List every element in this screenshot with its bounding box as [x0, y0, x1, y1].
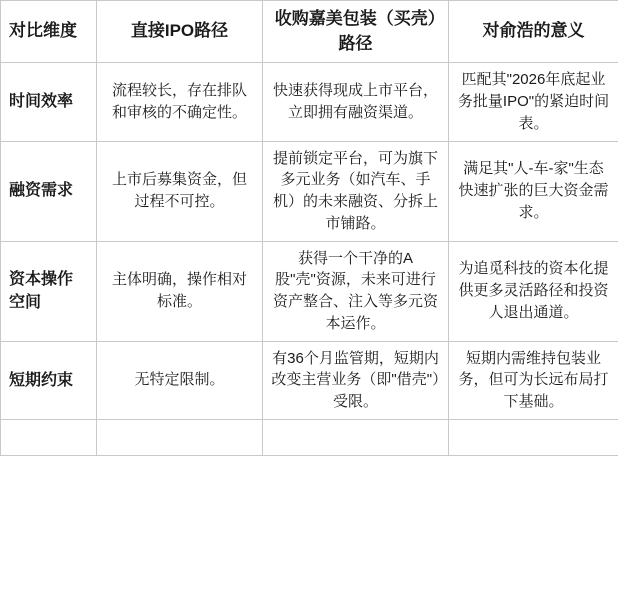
row-label-financing-need: 融资需求 — [1, 141, 97, 241]
column-header-significance: 对俞浩的意义 — [449, 1, 618, 63]
table-row — [1, 341, 618, 419]
cell-capital-shell: 获得一个干净的A股"壳"资源，未来可进行资产整合、注入等多元资本运作。 — [263, 241, 449, 341]
cell-constraint-significance: 短期内需维持包装业务，但可为长远布局打下基础。 — [449, 341, 618, 419]
cell-capital-ipo: 主体明确，操作相对标准。 — [97, 241, 263, 341]
table-header — [1, 1, 618, 63]
cell-partial-0 — [1, 419, 97, 455]
table-row — [1, 141, 618, 241]
column-header-ipo-path: 直接IPO路径 — [97, 1, 263, 63]
column-header-dimension: 对比维度 — [1, 1, 97, 63]
column-header-shell-path: 收购嘉美包装（买壳）路径 — [263, 1, 449, 63]
table-row — [1, 241, 618, 341]
cell-partial-3 — [449, 419, 618, 455]
cell-financing-significance: 满足其"人-车-家"生态快速扩张的巨大资金需求。 — [449, 141, 618, 241]
cell-constraint-shell: 有36个月监管期，短期内改变主营业务（即"借壳"）受限。 — [263, 341, 449, 419]
row-label-capital-operation: 资本操作空间 — [1, 241, 97, 341]
table-body — [1, 63, 618, 456]
row-label-time-efficiency: 时间效率 — [1, 63, 97, 141]
cell-constraint-ipo: 无特定限制。 — [97, 341, 263, 419]
cell-financing-shell: 提前锁定平台，可为旗下多元业务（如汽车、手机）的未来融资、分拆上市铺路。 — [263, 141, 449, 241]
cell-time-significance: 匹配其"2026年底起业务批量IPO"的紧迫时间表。 — [449, 63, 618, 141]
cell-capital-significance: 为追觅科技的资本化提供更多灵活路径和投资人退出通道。 — [449, 241, 618, 341]
cell-time-shell: 快速获得现成上市平台，立即拥有融资渠道。 — [263, 63, 449, 141]
row-label-short-term-constraint: 短期约束 — [1, 341, 97, 419]
header-row — [1, 1, 618, 63]
cell-partial-1 — [97, 419, 263, 455]
cell-financing-ipo: 上市后募集资金，但过程不可控。 — [97, 141, 263, 241]
cell-time-ipo: 流程较长，存在排队和审核的不确定性。 — [97, 63, 263, 141]
cell-partial-2 — [263, 419, 449, 455]
table-row-partial — [1, 419, 618, 455]
table-row — [1, 63, 618, 141]
